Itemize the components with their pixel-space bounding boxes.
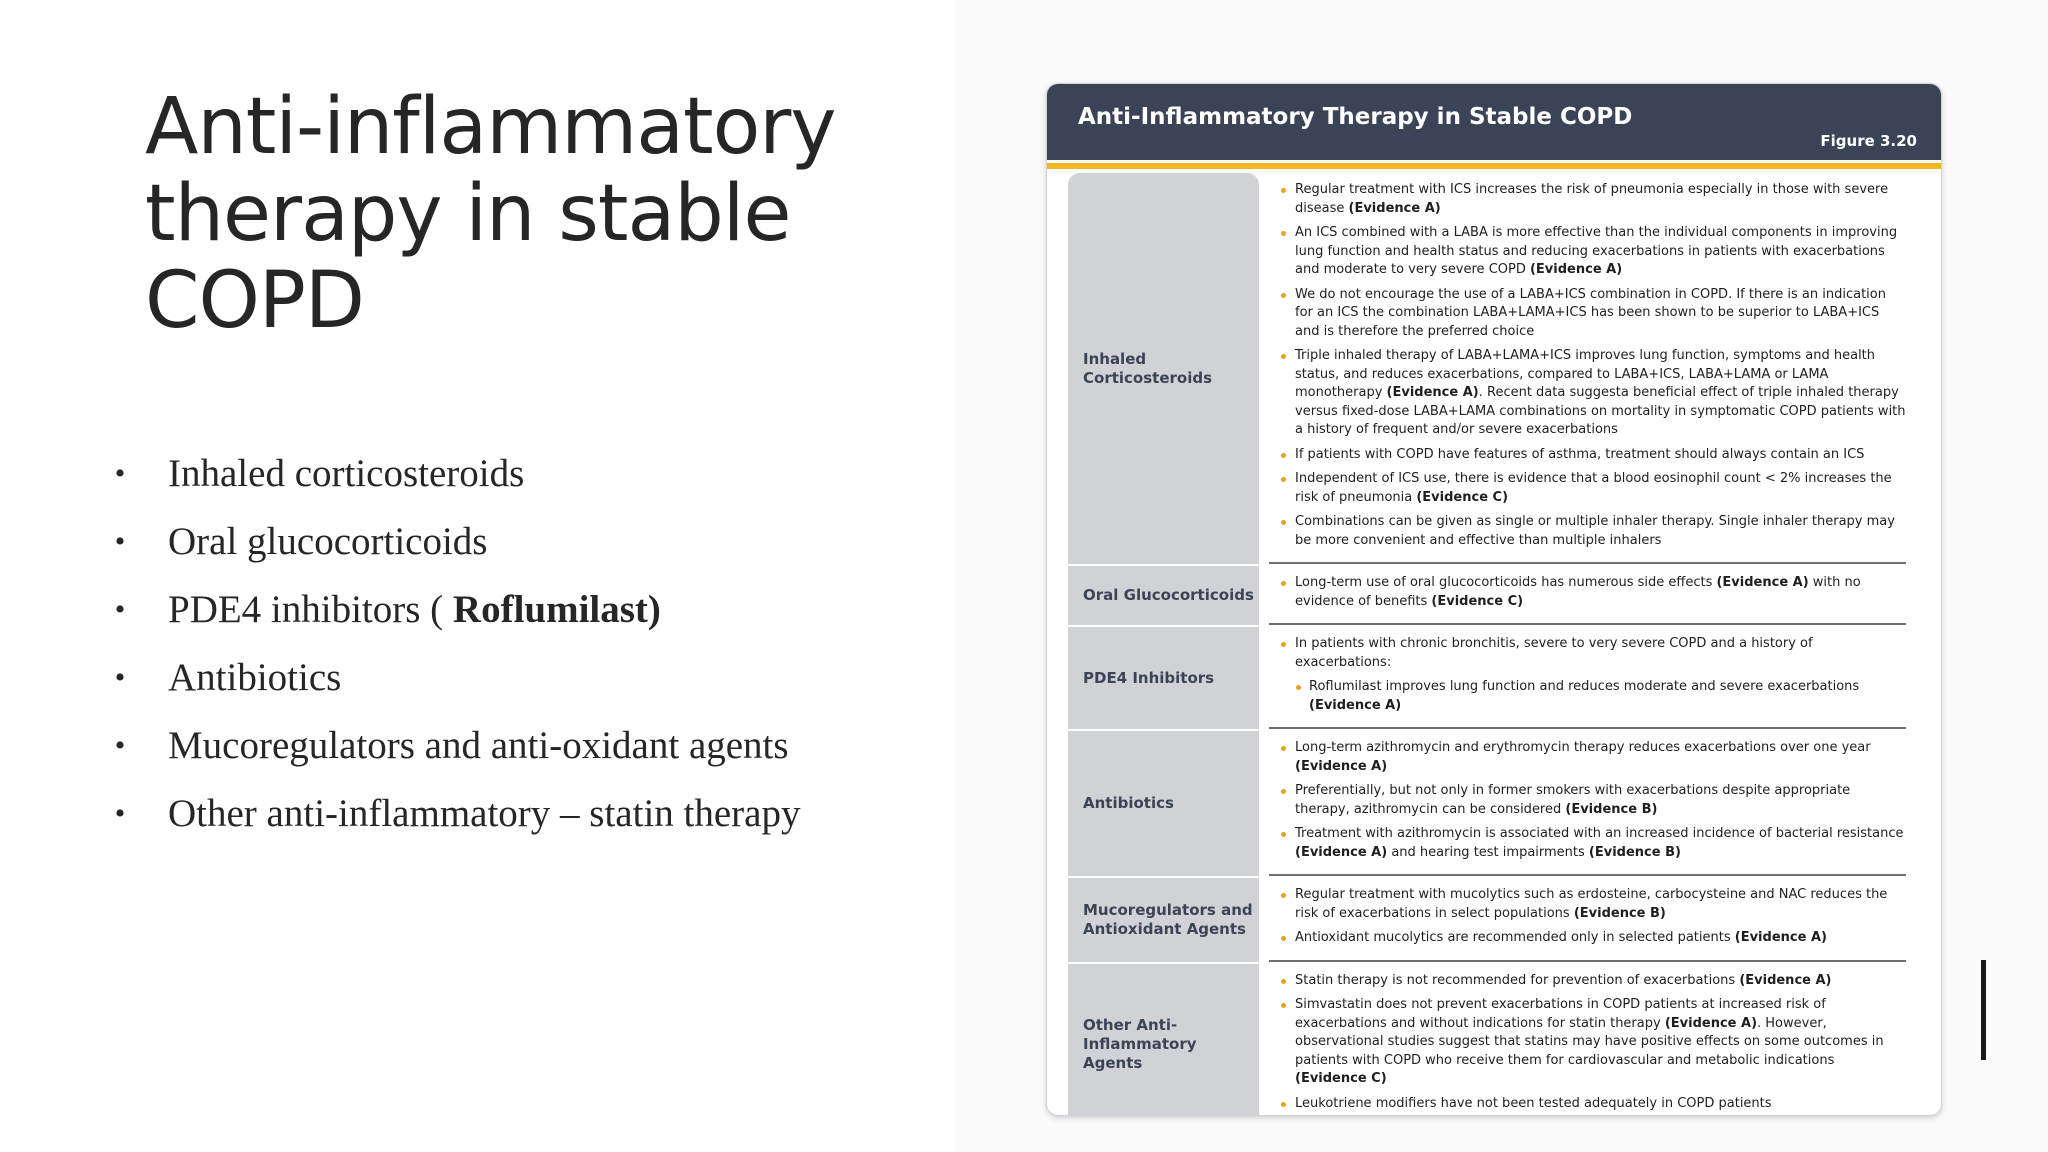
row-bullet-item	[1269, 470, 1906, 507]
row-label: Antibiotics	[1068, 731, 1259, 876]
evidence-label: (Evidence A)	[1386, 385, 1479, 400]
item-text: Regular treatment with ICS increases the risk of pneumonia especially in those with severe disease	[1295, 182, 1889, 216]
bullet-dot-icon: •	[114, 593, 126, 626]
evidence-label: (Evidence A)	[1716, 575, 1809, 590]
item-text: . However, observational studies suggest that statins may have positive effects on some outcomes in patients with COPD who receive them for cardiovascular and metabolic indications	[1295, 1015, 1884, 1068]
figure-row	[1068, 964, 1908, 1117]
row-content	[1269, 731, 1906, 876]
row-bullet-item	[1269, 972, 1906, 991]
figure-table	[1068, 173, 1908, 1116]
row-content	[1269, 173, 1906, 564]
row-bullet-item	[1269, 446, 1906, 465]
item-text: If patients with COPD have features of asthma, treatment should always contain an ICS	[1295, 446, 1865, 462]
bullet-dot-icon: •	[114, 797, 126, 830]
bullet-item	[110, 440, 930, 508]
bullet-dot-icon: •	[114, 525, 126, 558]
slide-title: Anti-inflammatory therapy in stable COPD	[145, 82, 836, 346]
evidence-label: (Evidence A)	[1295, 844, 1388, 860]
bullet-dot-icon: •	[114, 729, 126, 762]
row-label: Inhaled Corticosteroids	[1068, 173, 1259, 564]
evidence-label: (Evidence A)	[1664, 1015, 1758, 1031]
bullet-list	[110, 440, 930, 848]
row-label: Mucoregulators and Antioxidant Agents	[1068, 878, 1259, 962]
figure-accent-bar	[1047, 163, 1942, 169]
item-text: Statin therapy is not recommended for prevention of exacerbations	[1295, 972, 1740, 988]
row-bullet-item	[1269, 181, 1906, 218]
row-label: Other Anti-Inflammatory Agents	[1068, 964, 1259, 1117]
item-text: We do not encourage the use of a LABA+ICS combination in COPD. If there is an indication for an ICS the combination LABA+LAMA+ICS has been shown to be superior to LABA+ICS and is therefore the preferred choice	[1295, 286, 1886, 339]
item-text: An ICS combined with a LABA is more effective than the individual components in improving lung function and health status and reducing exacerbations in patients with exacerbations and moderate to very severe COPD	[1295, 225, 1898, 277]
bullet-text: PDE4 inhibitors (	[168, 588, 453, 631]
row-bullet-item	[1269, 1095, 1906, 1114]
figure-number: Figure 3.20	[1820, 132, 1917, 150]
row-bullet-item	[1269, 996, 1906, 1089]
bullet-dot-icon: •	[114, 457, 126, 490]
bullet-text: Mucoregulators and anti-oxidant agents	[168, 724, 789, 767]
row-bullet-item	[1269, 886, 1906, 923]
row-bullet-item	[1269, 286, 1906, 342]
row-bullet-item	[1269, 347, 1906, 440]
row-bullet-item	[1269, 739, 1906, 776]
bullet-item	[110, 780, 930, 848]
evidence-label: (Evidence C)	[1431, 593, 1524, 609]
item-text: Leukotriene modifiers have not been tested adequately in COPD patients	[1295, 1095, 1772, 1111]
row-label: PDE4 Inhibitors	[1068, 627, 1259, 729]
bullet-item	[110, 712, 930, 780]
figure-row	[1068, 731, 1908, 876]
evidence-label: (Evidence B)	[1565, 801, 1658, 817]
item-text: Antioxidant mucolytics are recommended only in selected patients	[1295, 930, 1735, 945]
item-text: Simvastatin does not prevent exacerbations in COPD patients at increased risk of exacerbations and without indications for statin therapy	[1295, 997, 1826, 1031]
figure-header	[1047, 84, 1942, 160]
figure-card	[1046, 83, 1942, 1116]
evidence-label: (Evidence A)	[1734, 930, 1827, 945]
bullet-bold-text: Roflumilast)	[452, 588, 661, 631]
item-text: with no evidence of benefits	[1295, 575, 1861, 609]
item-text: Roflumilast improves lung function and reduces moderate and severe exacerbations	[1309, 679, 1860, 694]
evidence-label: (Evidence A)	[1295, 758, 1388, 774]
row-bullet-item	[1269, 782, 1906, 819]
row-content	[1269, 878, 1906, 962]
item-text: Treatment with azithromycin is associated with an increased incidence of bacterial resistance	[1295, 826, 1904, 841]
figure-row	[1068, 173, 1908, 564]
evidence-label: (Evidence A)	[1348, 200, 1441, 216]
row-bullet-item	[1269, 825, 1906, 862]
figure-row	[1068, 627, 1908, 729]
row-content	[1269, 627, 1906, 729]
item-text: and hearing test impairments	[1387, 844, 1589, 860]
figure-title: Anti-Inflammatory Therapy in Stable COPD	[1078, 104, 1633, 130]
figure-row	[1068, 878, 1908, 962]
evidence-label: (Evidence A)	[1309, 697, 1402, 713]
evidence-label: (Evidence C)	[1295, 1071, 1387, 1086]
evidence-label: (Evidence B)	[1588, 844, 1681, 860]
row-content	[1269, 964, 1906, 1117]
row-content	[1269, 566, 1906, 625]
item-text: Combinations can be given as single or multiple inhaler therapy. Single inhaler therapy may be more convenient and effective than multiple inhalers	[1295, 514, 1895, 548]
bullet-text: Inhaled corticosteroids	[168, 452, 525, 495]
slide-scrollbar[interactable]	[1981, 960, 1986, 1060]
item-text: Triple inhaled therapy of LABA+LAMA+ICS improves lung function, symptoms and health status, and reduces exacerbations, compared to LABA+ICS, LABA+LAMA or LAMA monotherapy	[1295, 348, 1876, 400]
row-bullet-item	[1269, 513, 1906, 550]
item-text: In patients with chronic bronchitis, severe to very severe COPD and a history of exacerbations:	[1295, 636, 1813, 670]
bullet-item	[110, 508, 930, 576]
evidence-label: (Evidence C)	[1416, 489, 1509, 505]
bullet-text: Oral glucocorticoids	[168, 520, 488, 563]
item-text: Long-term azithromycin and erythromycin therapy reduces exacerbations over one year	[1295, 740, 1871, 755]
item-text: . Recent data suggesta beneficial effect of triple inhaled therapy versus fixed-dose LABA+LAMA combinations on mortality in symptomatic COPD patients with a history of frequent and/or severe exacerbations	[1295, 385, 1906, 437]
row-bullet-item	[1269, 678, 1906, 715]
row-bullet-item	[1269, 224, 1906, 280]
row-bullet-item	[1269, 635, 1906, 672]
item-text: Regular treatment with mucolytics such as erdosteine, carbocysteine and NAC reduces the risk of exacerbations in select populations	[1295, 887, 1888, 921]
item-text: Preferentially, but not only in former smokers with exacerbations despite appropriate therapy, azithromycin can be considered	[1295, 783, 1851, 817]
row-bullet-item	[1269, 574, 1906, 611]
row-bullet-item	[1269, 929, 1906, 948]
row-label: Oral Glucocorticoids	[1068, 566, 1259, 625]
evidence-label: (Evidence B)	[1573, 905, 1666, 921]
bullet-item	[110, 576, 930, 644]
figure-row	[1068, 566, 1908, 625]
bullet-text: Other anti-inflammatory – statin therapy	[168, 792, 801, 835]
item-text: Long-term use of oral glucocorticoids has numerous side effects	[1295, 575, 1717, 590]
evidence-label: (Evidence A)	[1529, 262, 1623, 277]
bullet-text: Antibiotics	[168, 656, 342, 699]
bullet-item	[110, 644, 930, 712]
bullet-dot-icon: •	[114, 661, 126, 694]
evidence-label: (Evidence A)	[1739, 972, 1832, 988]
item-text: Independent of ICS use, there is evidence that a blood eosinophil count < 2% increases the risk of pneumonia	[1295, 471, 1892, 505]
